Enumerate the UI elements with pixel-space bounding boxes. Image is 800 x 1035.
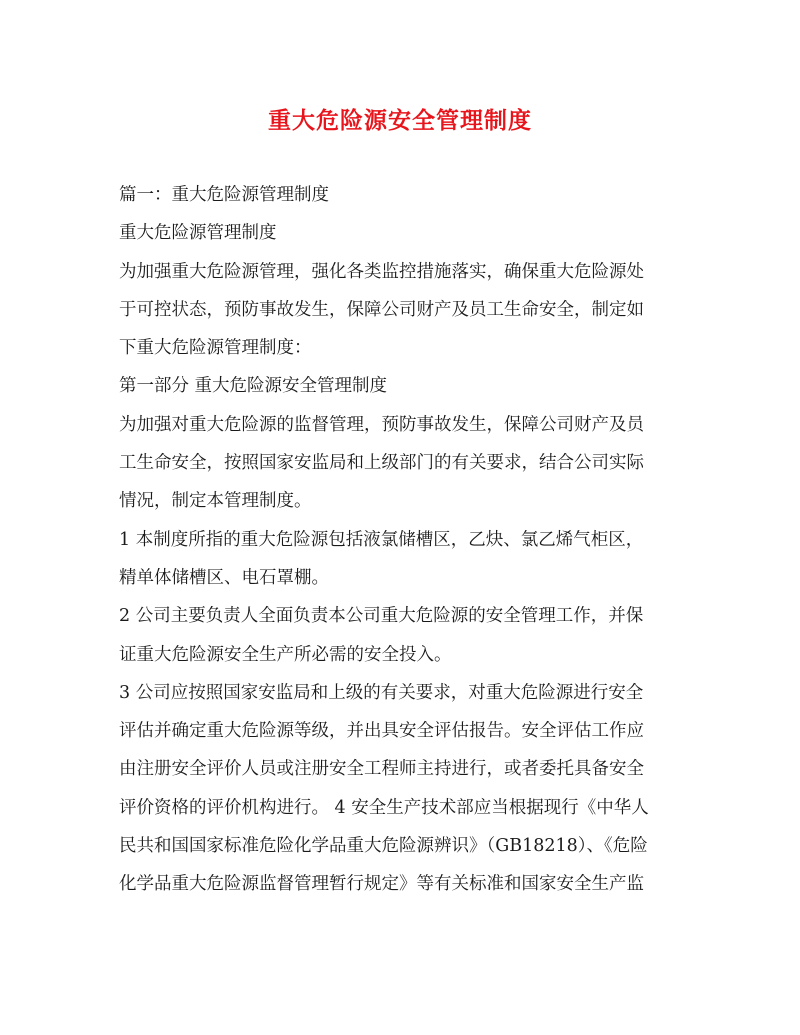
part-heading: 第一部分 重大危险源安全管理制度 (119, 376, 388, 397)
clause-line: 民共和国国家标准危险化学品重大危险源辨识》（GB18218）、《危险 (119, 836, 648, 857)
clause-line: 2 公司主要负责人全面负责本公司重大危险源的安全管理工作，并保 (119, 606, 644, 627)
paragraph-line: 工生命安全，按照国家安监局和上级部门的有关要求，结合公司实际 (119, 453, 644, 474)
clause-line: 化学品重大危险源监督管理暂行规定》等有关标准和国家安全生产监 (119, 874, 644, 895)
paragraph-line: 于可控状态，预防事故发生，保障公司财产及员工生命安全，制定如 (119, 299, 644, 320)
clause-line: 精单体储槽区、电石罩棚。 (119, 567, 329, 588)
clause-line: 评价资格的评价机构进行。 4 安全生产技术部应当根据现行《中华人 (119, 797, 649, 818)
clause-line: 评估并确定重大危险源等级，并出具安全评估报告。安全评估工作应 (119, 721, 644, 742)
paragraph-line: 下重大危险源管理制度： (119, 338, 312, 359)
document-body (119, 176, 694, 904)
paragraph-line: 为加强对重大危险源的监督管理，预防事故发生，保障公司财产及员 (119, 414, 644, 435)
clause-line: 1 本制度所指的重大危险源包括液氯储槽区，乙炔、氯乙烯气柜区， (119, 529, 644, 550)
paragraph-line: 情况，制定本管理制度。 (119, 491, 312, 512)
clause-line: 由注册安全评价人员或注册安全工程师主持进行，或者委托具备安全 (119, 759, 644, 780)
paragraph-line: 为加强重大危险源管理，强化各类监控措施落实，确保重大危险源处 (119, 261, 644, 282)
clause-line: 3 公司应按照国家安监局和上级的有关要求，对重大危险源进行安全 (119, 682, 644, 703)
clause-line: 证重大危险源安全生产所必需的安全投入。 (119, 644, 452, 665)
subsection-heading: 重大危险源管理制度 (119, 223, 277, 244)
document-title: 重大危险源安全管理制度 (268, 107, 532, 134)
section-heading: 篇一：重大危险源管理制度 (119, 185, 329, 205)
